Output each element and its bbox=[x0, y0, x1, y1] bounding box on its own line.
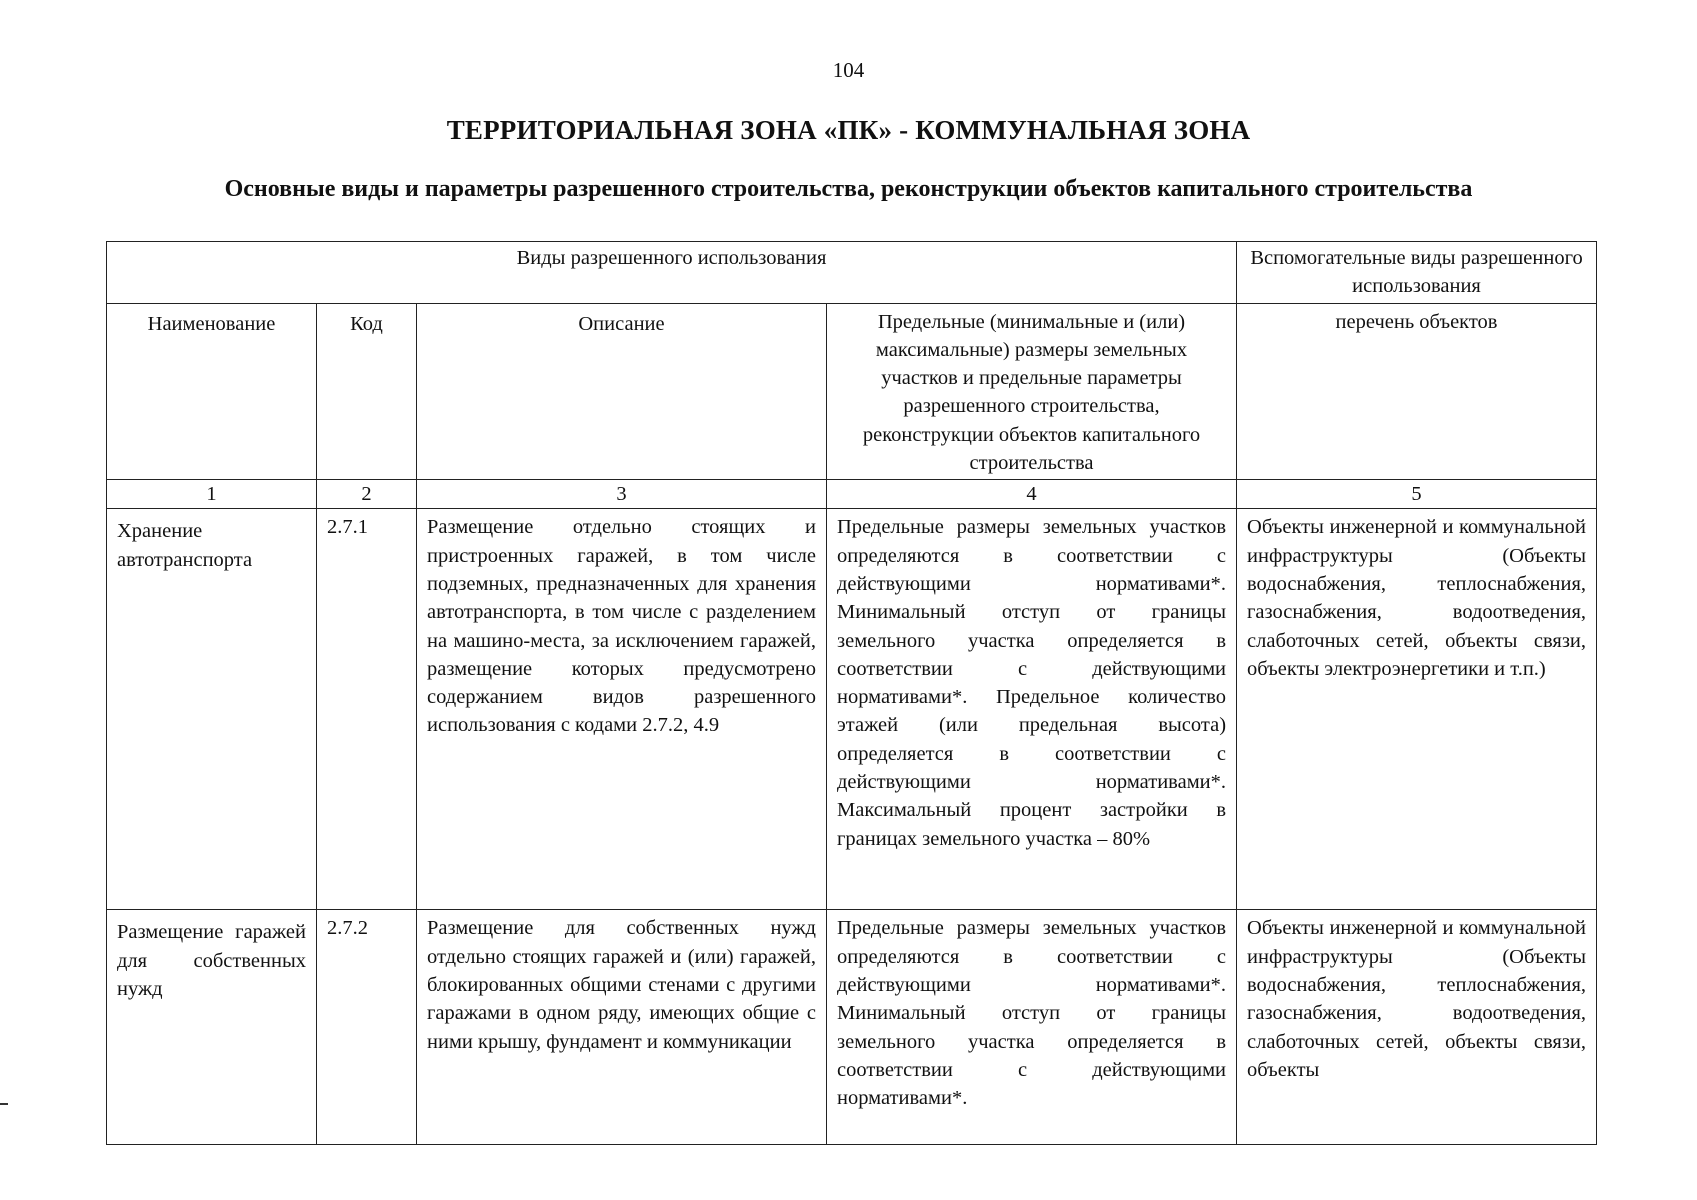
row-objects: Объекты инженерной и коммунальной инфраструктуры (Объекты водоснабжения, теплоснабжения, газоснабжения, водоотведения, слаботочных сетей, объекты связи, объекты bbox=[1237, 910, 1597, 1145]
group-header-main: Виды разрешенного использования bbox=[107, 242, 1237, 304]
row-objects: Объекты инженерной и коммунальной инфраструктуры (Объекты водоснабжения, теплоснабжения, газоснабжения, водоотведения, слаботочных сетей, объекты связи, объекты электроэнергетики и т.п.) bbox=[1237, 509, 1597, 910]
group-header-row bbox=[107, 242, 1597, 304]
margin-mark bbox=[0, 1103, 8, 1105]
row-code: 2.7.1 bbox=[317, 509, 417, 910]
row-name: Хранение автотранспорта bbox=[107, 509, 317, 910]
row-params: Предельные размеры земельных участков определяются в соответствии с действующими нормативами*. Минимальный отступ от границы земельного участка определяется в соответствии с действующими нормативами*. Предельное количество этажей (или предельная высота) определяется в соответствии с действующими нормативами*. Максимальный процент застройки в границах земельного участка – 80% bbox=[827, 509, 1237, 910]
row-code: 2.7.2 bbox=[317, 910, 417, 1145]
col-header-params: Предельные (минимальные и (или) максимальные) размеры земельных участков и предельные параметры разрешенного строительства, реконструкции объектов капитального строительства bbox=[827, 303, 1237, 480]
row-description: Размещение отдельно стоящих и пристроенных гаражей, в том числе подземных, предназначенных для хранения автотранспорта, в том числе с разделением на машино-места, за исключением гаражей, размещение которых предусмотрено содержанием видов разрешенного использования с кодами 2.7.2, 4.9 bbox=[417, 509, 827, 910]
col-header-description: Описание bbox=[417, 303, 827, 480]
zone-table bbox=[106, 241, 1597, 1145]
section-subtitle: Основные виды и параметры разрешенного строительства, реконструкции объектов капитального строительства bbox=[224, 176, 1473, 202]
col-header-objects: перечень объектов bbox=[1237, 303, 1597, 480]
row-description: Размещение для собственных нужд отдельно стоящих гаражей и (или) гаражей, блокированных общими стенами с другими гаражами в одном ряду, имеющих общие с ними крышу, фундамент и коммуникации bbox=[417, 910, 827, 1145]
page-number: 104 bbox=[832, 58, 865, 82]
table-row bbox=[107, 910, 1597, 1145]
page-title: ТЕРРИТОРИАЛЬНАЯ ЗОНА «ПК» - КОММУНАЛЬНАЯ ЗОНА bbox=[446, 115, 1251, 145]
group-header-aux: Вспомогательные виды разрешенного использования bbox=[1237, 242, 1597, 304]
column-number-row bbox=[107, 480, 1597, 509]
col-number: 4 bbox=[827, 480, 1237, 509]
table-row bbox=[107, 509, 1597, 910]
col-header-code: Код bbox=[317, 303, 417, 480]
row-name: Размещение гаражей для собственных нужд bbox=[107, 910, 317, 1145]
column-header-row bbox=[107, 303, 1597, 480]
col-number: 2 bbox=[317, 480, 417, 509]
col-number: 3 bbox=[417, 480, 827, 509]
col-number: 5 bbox=[1237, 480, 1597, 509]
col-number: 1 bbox=[107, 480, 317, 509]
col-header-name: Наименование bbox=[107, 303, 317, 480]
row-params: Предельные размеры земельных участков определяются в соответствии с действующими нормативами*. Минимальный отступ от границы земельного участка определяется в соответствии с действующими нормативами*. bbox=[827, 910, 1237, 1145]
